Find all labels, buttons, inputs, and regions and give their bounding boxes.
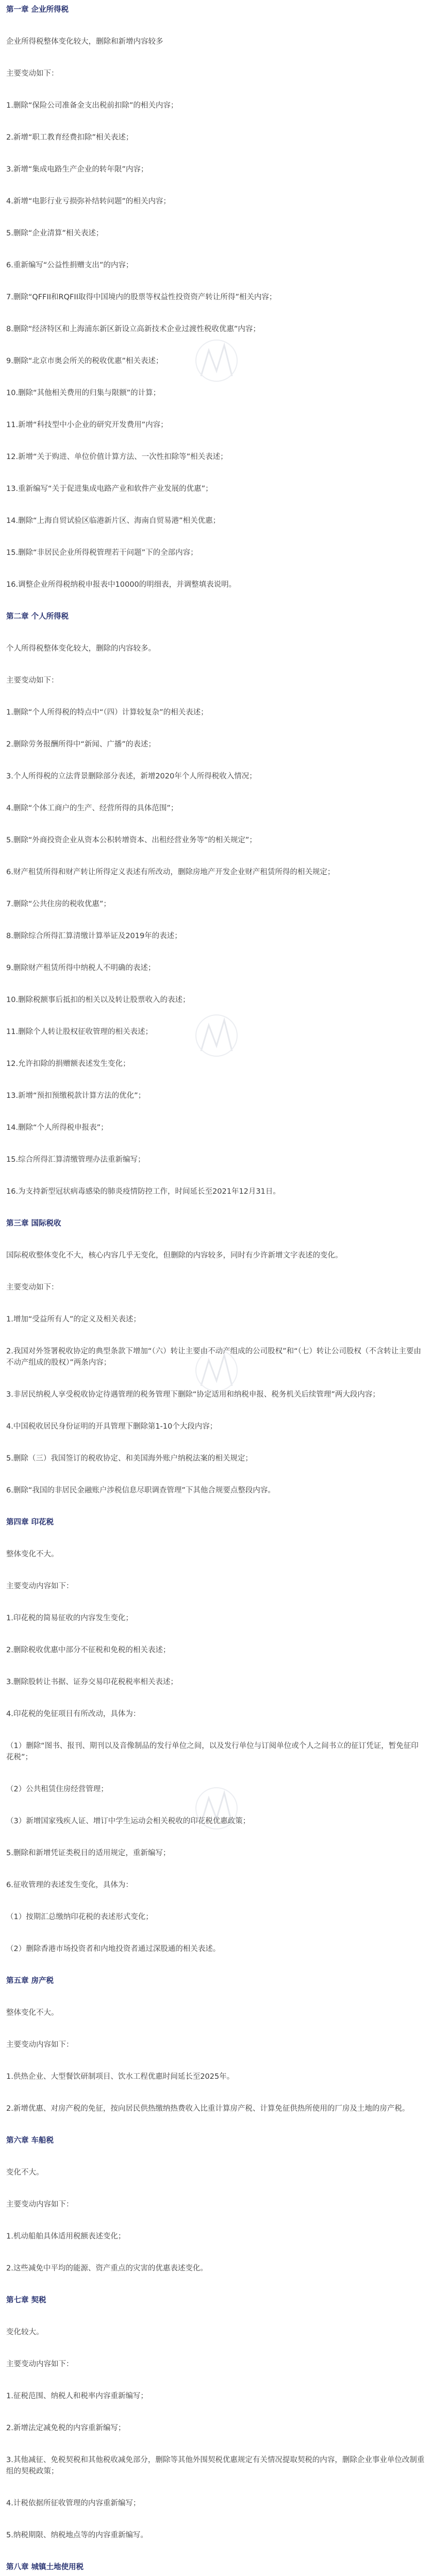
text-paragraph: 14.删除“个人所得税申报表”； xyxy=(6,1124,108,1132)
text-paragraph: 16.为支持新型冠状病毒感染的肺炎疫情防控工作，时间延长至2021年12月31日。 xyxy=(6,1188,280,1196)
text-paragraph: （2）公共租赁住房经营管理； xyxy=(6,1785,108,1793)
text-paragraph: 2.删除税收优惠中部分不征税和免税的相关表述； xyxy=(6,1646,171,1654)
text-paragraph: 1.供热企业、大型餐饮研制项目、饮水工程优惠时间延长至2025年。 xyxy=(6,2073,235,2081)
chapter-heading: 第五章 房产税 xyxy=(6,1977,54,1985)
text-paragraph: 1.删除“保险公司准备金支出税前扣除”的相关内容； xyxy=(6,101,178,110)
text-paragraph: 企业所得税整体变化较大，删除和新增内容较多 xyxy=(6,38,163,46)
text-paragraph: 变化较大。 xyxy=(6,2328,44,2336)
text-paragraph: 1.增加“受益所有人”的定义及相关表述； xyxy=(6,1315,141,1324)
text-paragraph: 15.删除“非居民企业所得税管理若干问题”下的全部内容； xyxy=(6,549,198,557)
chapter-heading: 第一章 企业所得税 xyxy=(6,6,69,14)
text-paragraph: 3.删除股转让书据、证券交易印花税税率相关表述； xyxy=(6,1678,178,1686)
text-paragraph: 1.印花税的简易征收的内容发生变化； xyxy=(6,1614,133,1622)
text-paragraph: 6.征收管理的表述发生变化，具体为： xyxy=(6,1881,133,1889)
text-paragraph: 5.删除和新增凭证类税目的适用规定，重新编写； xyxy=(6,1849,171,1857)
text-paragraph: 2.新增优惠、对房产税的免征，按向居民供热缴纳热费收入比重计算房产税、计算免征供热所使用的厂房及土地的房产税。 xyxy=(6,2105,410,2113)
text-paragraph: 6.删除“我国的非居民金融账户涉税信息尽职调查管理”下其他合规要点整段内容。 xyxy=(6,1486,275,1495)
text-paragraph: （1）按期汇总缴纳印花税的表述形式变化； xyxy=(6,1913,153,1921)
text-paragraph: 主要变动内容如下： xyxy=(6,2041,74,2049)
text-paragraph: 11.删除个人转让股权征收管理的相关表述； xyxy=(6,1028,153,1036)
text-paragraph: 4.中国税收居民身份证明的开具管理下删除第1-10个大段内容； xyxy=(6,1422,218,1431)
text-paragraph: 3.新增“集成电路生产企业的转年限”内容； xyxy=(6,165,148,174)
text-paragraph: 6.重新编写“公益性捐赠支出”的内容； xyxy=(6,261,134,269)
text-paragraph: 主要变动如下： xyxy=(6,70,59,78)
text-paragraph: 5.纳税期限、纳税地点等的内容重新编写。 xyxy=(6,2531,148,2539)
text-paragraph: 国际税收整体变化不大，核心内容几乎无变化，但删除的内容较多，同时有少许新增文字表述的变化。 xyxy=(6,1251,343,1260)
chapter-heading: 第二章 个人所得税 xyxy=(6,613,69,621)
text-paragraph: 主要变动如下： xyxy=(6,1283,59,1292)
text-paragraph: 7.删除“QFFII和RQFII取得中国境内的股票等权益性投资资产转让所得”相关内容； xyxy=(6,293,277,301)
text-paragraph: 3.其他减征、免税契税和其他税收减免部分，删除等其他外围契税优惠规定有关情况提取契税的内容，删除企业事业单位改制重组的契税政策； xyxy=(6,2456,425,2476)
text-paragraph: 主要变动如下： xyxy=(6,676,59,685)
text-paragraph: 个人所得税整体变化较大，删除的内容较多。 xyxy=(6,645,156,653)
text-paragraph: 主要变动内容如下： xyxy=(6,1582,74,1590)
chapter-heading: 第六章 车船税 xyxy=(6,2137,54,2145)
text-paragraph: 2.这些减免中平均的能源、资产重点的灾害的优惠表述变化。 xyxy=(6,2264,208,2273)
text-paragraph: 7.删除“公共住房的税收优惠”； xyxy=(6,900,111,908)
text-paragraph: 16.调整企业所得税纳税申报表中10000的明细表，并调整填表说明。 xyxy=(6,581,237,589)
text-paragraph: 8.删除综合所得汇算清缴计算举证及2019年的表述； xyxy=(6,932,182,940)
text-paragraph: 5.删除“企业清算”相关表述； xyxy=(6,229,104,238)
text-paragraph: 2.删除劳务报酬所得中“新闻、广播”的表述； xyxy=(6,740,156,749)
text-paragraph: 9.删除财产租赁所得中纳税人不明确的表述； xyxy=(6,964,156,972)
text-paragraph: 1.机动船舶具体适用税额表述变化； xyxy=(6,2232,126,2241)
text-paragraph: 2.新增法定减免税的内容重新编写； xyxy=(6,2424,126,2432)
text-paragraph: 3.个人所得税的立法背景删除部分表述，新增2020年个人所得税收入情况； xyxy=(6,772,257,781)
chapter-heading: 第八章 城镇土地使用税 xyxy=(6,2563,84,2571)
text-paragraph: 10.删除税额事后抵扣的相关以及转让股票收入的表述； xyxy=(6,996,190,1004)
text-paragraph: 12.允许扣除的捐赠额表述发生变化； xyxy=(6,1060,130,1068)
text-paragraph: 5.删除“外商投资企业从资本公积转增资本、出租经营业务等”的相关规定”； xyxy=(6,836,257,844)
text-paragraph: 2.我国对外签署税收协定的典型条款下增加“（六）转让主要由不动产组成的公司股权”和“（七）转让公司股权（不含转让主要由不动产组成的股权）”两条内容； xyxy=(6,1347,421,1367)
text-paragraph: 1.删除“个人所得税的特点中“（四）计算较复杂”的相关表述； xyxy=(6,708,208,717)
chapter-heading: 第七章 契税 xyxy=(6,2296,46,2304)
text-paragraph: 11.新增“科技型中小企业的研究开发费用”内容； xyxy=(6,421,168,429)
text-paragraph: 2.新增“职工教育经费扣除”相关表述； xyxy=(6,133,134,142)
text-paragraph: 12.新增“关于购进、单位价值计算方法、一次性扣除等”相关表述； xyxy=(6,453,228,461)
text-paragraph: 4.印花税的免征项目有所改动，具体为： xyxy=(6,1710,141,1718)
text-paragraph: 10.删除“其他相关费用的归集与限额”的计算； xyxy=(6,389,161,397)
text-paragraph: （2）删除香港市场投资者和内地投资者通过深股通的相关表述。 xyxy=(6,1945,221,1953)
text-paragraph: 整体变化不大。 xyxy=(6,1550,59,1558)
text-paragraph: 变化不大。 xyxy=(6,2168,44,2177)
text-paragraph: 5.删除（三）我国签订的税收协定、和美国海外账户纳税法案的相关规定； xyxy=(6,1454,253,1463)
text-paragraph: 整体变化不大。 xyxy=(6,2009,59,2017)
text-paragraph: 4.新增“电影行业亏损弥补结转问题”的相关内容； xyxy=(6,197,171,206)
text-paragraph: 13.重新编写“关于促进集成电路产业和软件产业发展的优惠”； xyxy=(6,485,213,493)
text-paragraph: 主要变动内容如下： xyxy=(6,2200,74,2209)
chapter-heading: 第四章 印花税 xyxy=(6,1518,54,1527)
text-paragraph: 9.删除“北京市奥会所关的税收优惠”相关表述； xyxy=(6,357,163,365)
text-paragraph: 14.删除“上海自贸试验区临港新片区、海南自贸易港”相关优惠； xyxy=(6,517,221,525)
text-paragraph: 8.删除“经济特区和上海浦东新区新设立高新技术企业过渡性税收优惠”内容； xyxy=(6,325,260,333)
text-paragraph: 4.删除“个体工商户的生产、经营所得的具体范围”； xyxy=(6,804,178,812)
text-paragraph: （3）新增国家残疾人证、增订中学生运动会相关税收的印花税优惠政策； xyxy=(6,1817,251,1825)
text-paragraph: 1.征税范围、纳税人和税率内容重新编写； xyxy=(6,2392,148,2400)
text-paragraph: 6.财产租赁所得和财产转让所得定义表述有所改动，删除房地产开发企业财产租赁所得的相关规定； xyxy=(6,868,335,876)
text-paragraph: 3.非居民纳税人享受税收协定待遇管理的税务管理下删除“协定适用和纳税申报、税务机关后续管理”两大段内容； xyxy=(6,1391,380,1399)
text-paragraph: 13.新增“预扣预缴税款计算方法的优化”； xyxy=(6,1092,146,1100)
text-paragraph: 15.综合所得汇算清缴管理办法重新编写； xyxy=(6,1156,145,1164)
text-paragraph: 4.计税依据所征收管理的内容重新编写； xyxy=(6,2499,141,2507)
text-paragraph: 主要变动内容如下： xyxy=(6,2360,74,2368)
text-paragraph: （1）删除“图书、报刊、期刊以及音像制品的发行单位之间，以及发行单位与订阅单位或个人之间书立的征订凭证，暂免征印花税”； xyxy=(6,1742,419,1761)
chapter-heading: 第三章 国际税收 xyxy=(6,1219,61,1228)
